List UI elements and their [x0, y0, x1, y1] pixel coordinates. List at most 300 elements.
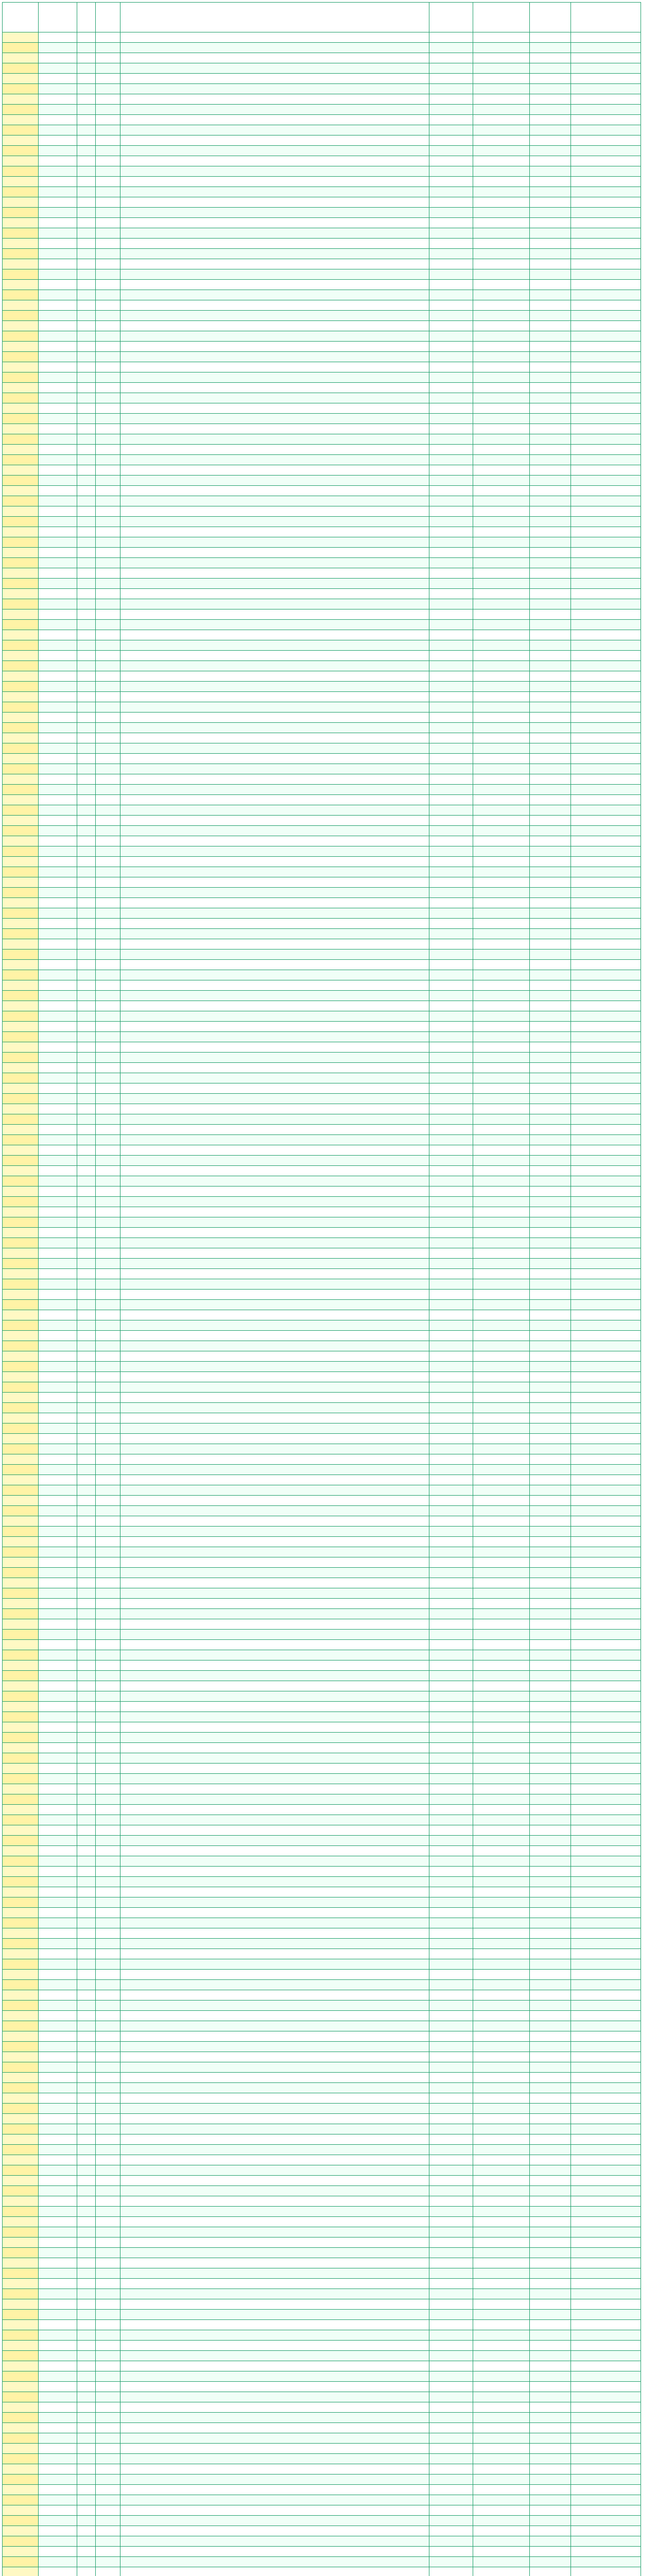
table-cell-col-2: [39, 2248, 77, 2258]
table-cell-col-2: [39, 1434, 77, 1444]
table-row: [3, 1836, 641, 1846]
table-cell-col-7: [473, 496, 530, 506]
table-cell-col-6: [429, 403, 473, 414]
table-row: [3, 537, 641, 548]
table-cell-col-9: [571, 682, 641, 692]
table-cell-col-8: [530, 1485, 571, 1496]
table-cell-col-3: [77, 1434, 96, 1444]
table-cell-col-6: [429, 2526, 473, 2536]
table-cell-col-4: [96, 589, 120, 599]
table-cell-col-4: [96, 805, 120, 816]
table-cell-col-1: [3, 764, 39, 774]
table-row: [3, 2134, 641, 2145]
table-cell-col-1: [3, 774, 39, 785]
table-cell-col-1: [3, 682, 39, 692]
table-cell-col-7: [473, 465, 530, 476]
table-cell-col-1: [3, 84, 39, 94]
table-cell-col-1: [3, 1166, 39, 1176]
table-cell-col-4: [96, 1537, 120, 1547]
table-cell-col-4: [96, 795, 120, 805]
table-cell-col-2: [39, 2382, 77, 2392]
table-cell-col-7: [473, 579, 530, 589]
table-row: [3, 2217, 641, 2227]
table-cell-col-3: [77, 2196, 96, 2207]
table-cell-col-2: [39, 1712, 77, 1722]
table-cell-col-3: [77, 702, 96, 713]
table-cell-col-5: [120, 1320, 429, 1331]
table-cell-col-2: [39, 1176, 77, 1187]
table-cell-col-7: [473, 2104, 530, 2114]
table-cell-col-9: [571, 991, 641, 1001]
table-cell-col-4: [96, 1094, 120, 1104]
table-cell-col-6: [429, 1341, 473, 1351]
table-cell-col-3: [77, 1382, 96, 1393]
table-row: [3, 651, 641, 661]
table-cell-col-7: [473, 1269, 530, 1279]
table-cell-col-5: [120, 1351, 429, 1362]
table-cell-col-8: [530, 888, 571, 898]
table-row: [3, 177, 641, 187]
table-row: [3, 2093, 641, 2104]
table-cell-col-7: [473, 2145, 530, 2155]
table-cell-col-1: [3, 2557, 39, 2567]
table-row: [3, 2361, 641, 2371]
table-cell-col-7: [473, 2310, 530, 2320]
table-cell-col-2: [39, 1928, 77, 1939]
table-cell-col-5: [120, 2073, 429, 2083]
table-cell-col-3: [77, 476, 96, 486]
table-cell-col-9: [571, 1928, 641, 1939]
table-cell-col-3: [77, 506, 96, 517]
table-cell-col-4: [96, 2516, 120, 2526]
table-cell-col-8: [530, 445, 571, 455]
table-cell-col-3: [77, 1413, 96, 1423]
table-row: [3, 300, 641, 311]
table-cell-col-8: [530, 857, 571, 867]
table-cell-col-3: [77, 1516, 96, 1527]
table-row: [3, 1393, 641, 1403]
table-cell-col-5: [120, 2433, 429, 2444]
table-cell-col-3: [77, 393, 96, 403]
table-cell-col-8: [530, 527, 571, 537]
table-cell-col-5: [120, 63, 429, 74]
table-row: [3, 84, 641, 94]
table-row: [3, 1743, 641, 1753]
table-cell-col-6: [429, 1176, 473, 1187]
table-cell-col-3: [77, 1630, 96, 1640]
table-cell-col-9: [571, 1712, 641, 1722]
table-cell-col-7: [473, 1722, 530, 1733]
table-cell-col-6: [429, 321, 473, 331]
table-cell-col-4: [96, 826, 120, 836]
table-cell-col-1: [3, 1660, 39, 1671]
table-cell-col-4: [96, 445, 120, 455]
table-cell-col-5: [120, 589, 429, 599]
table-cell-col-5: [120, 1053, 429, 1063]
table-cell-col-7: [473, 187, 530, 197]
table-cell-col-6: [429, 2001, 473, 2011]
table-cell-col-7: [473, 1753, 530, 1764]
table-cell-col-4: [96, 94, 120, 105]
table-cell-col-9: [571, 1413, 641, 1423]
table-cell-col-9: [571, 1537, 641, 1547]
table-cell-col-1: [3, 1011, 39, 1022]
table-cell-col-5: [120, 1846, 429, 1856]
table-cell-col-1: [3, 1382, 39, 1393]
table-cell-col-8: [530, 208, 571, 218]
table-cell-col-1: [3, 888, 39, 898]
table-row: [3, 1454, 641, 1465]
table-cell-col-1: [3, 1774, 39, 1784]
table-cell-col-5: [120, 414, 429, 424]
table-cell-col-5: [120, 486, 429, 496]
table-cell-col-6: [429, 1279, 473, 1290]
table-cell-col-8: [530, 2547, 571, 2557]
table-cell-col-1: [3, 2392, 39, 2402]
table-cell-col-1: [3, 1516, 39, 1527]
table-cell-col-1: [3, 1053, 39, 1063]
table-cell-col-4: [96, 970, 120, 980]
table-cell-col-5: [120, 2031, 429, 2042]
table-cell-col-2: [39, 445, 77, 455]
table-cell-col-5: [120, 2330, 429, 2341]
table-cell-col-9: [571, 1516, 641, 1527]
table-cell-col-5: [120, 84, 429, 94]
table-cell-col-8: [530, 290, 571, 300]
table-cell-col-1: [3, 393, 39, 403]
table-cell-col-8: [530, 661, 571, 671]
table-cell-col-1: [3, 754, 39, 764]
table-cell-col-7: [473, 568, 530, 579]
table-cell-col-6: [429, 197, 473, 208]
table-cell-col-9: [571, 1434, 641, 1444]
table-cell-col-6: [429, 1423, 473, 1434]
table-cell-col-5: [120, 609, 429, 620]
table-cell-col-8: [530, 2464, 571, 2475]
table-cell-col-8: [530, 1928, 571, 1939]
table-cell-col-2: [39, 2547, 77, 2557]
table-cell-col-6: [429, 32, 473, 43]
table-cell-col-8: [530, 1207, 571, 1217]
table-cell-col-5: [120, 1125, 429, 1135]
table-row: [3, 579, 641, 589]
table-cell-col-4: [96, 2351, 120, 2361]
table-cell-col-3: [77, 125, 96, 135]
table-cell-col-3: [77, 1475, 96, 1485]
table-cell-col-9: [571, 2557, 641, 2567]
table-cell-col-6: [429, 1527, 473, 1537]
table-cell-col-8: [530, 2351, 571, 2361]
table-cell-col-8: [530, 950, 571, 960]
table-cell-col-5: [120, 1382, 429, 1393]
table-cell-col-9: [571, 1444, 641, 1454]
table-cell-col-9: [571, 197, 641, 208]
table-cell-col-9: [571, 857, 641, 867]
table-row: [3, 1176, 641, 1187]
table-cell-col-4: [96, 2392, 120, 2402]
table-cell-col-6: [429, 980, 473, 991]
table-cell-col-3: [77, 1125, 96, 1135]
table-cell-col-3: [77, 187, 96, 197]
table-row: [3, 1815, 641, 1825]
table-cell-col-9: [571, 1063, 641, 1073]
table-cell-col-9: [571, 1805, 641, 1815]
table-cell-col-4: [96, 2433, 120, 2444]
table-cell-col-2: [39, 713, 77, 723]
table-cell-col-2: [39, 2279, 77, 2289]
table-cell-col-9: [571, 2567, 641, 2576]
table-cell-col-7: [473, 1671, 530, 1681]
table-cell-col-8: [530, 2361, 571, 2371]
table-cell-col-2: [39, 1228, 77, 1238]
table-cell-col-5: [120, 1176, 429, 1187]
table-cell-col-9: [571, 2526, 641, 2536]
table-cell-col-1: [3, 125, 39, 135]
table-cell-col-2: [39, 1454, 77, 1465]
table-cell-col-8: [530, 836, 571, 846]
table-cell-col-2: [39, 1351, 77, 1362]
table-cell-col-3: [77, 1599, 96, 1609]
table-cell-col-4: [96, 702, 120, 713]
table-cell-col-8: [530, 1063, 571, 1073]
table-cell-col-7: [473, 1980, 530, 1990]
table-cell-col-3: [77, 1032, 96, 1042]
table-cell-col-1: [3, 1846, 39, 1856]
table-cell-col-4: [96, 2052, 120, 2062]
table-cell-col-8: [530, 2268, 571, 2279]
table-cell-col-2: [39, 2299, 77, 2310]
table-cell-col-3: [77, 939, 96, 950]
table-cell-col-3: [77, 774, 96, 785]
table-cell-col-2: [39, 1527, 77, 1537]
table-cell-col-4: [96, 1156, 120, 1166]
table-cell-col-9: [571, 1722, 641, 1733]
table-cell-col-3: [77, 2392, 96, 2402]
table-cell-col-7: [473, 166, 530, 177]
table-cell-col-6: [429, 2217, 473, 2227]
table-cell-col-9: [571, 486, 641, 496]
table-cell-col-7: [473, 1609, 530, 1619]
table-cell-col-4: [96, 1125, 120, 1135]
table-cell-col-1: [3, 2382, 39, 2392]
table-cell-col-6: [429, 486, 473, 496]
table-cell-col-4: [96, 177, 120, 187]
table-cell-col-4: [96, 2011, 120, 2021]
table-cell-col-2: [39, 1908, 77, 1918]
table-row: [3, 2248, 641, 2258]
table-cell-col-8: [530, 2227, 571, 2238]
table-cell-col-9: [571, 1104, 641, 1114]
table-cell-col-2: [39, 671, 77, 682]
table-row: [3, 1908, 641, 1918]
table-cell-col-9: [571, 960, 641, 970]
table-cell-col-5: [120, 2341, 429, 2351]
table-cell-col-8: [530, 228, 571, 239]
table-cell-col-4: [96, 1743, 120, 1753]
table-cell-col-4: [96, 1279, 120, 1290]
table-cell-col-9: [571, 1114, 641, 1125]
table-cell-col-4: [96, 269, 120, 280]
table-cell-col-4: [96, 414, 120, 424]
table-cell-col-3: [77, 1527, 96, 1537]
table-cell-col-7: [473, 1887, 530, 1897]
table-row: [3, 2258, 641, 2268]
table-cell-col-2: [39, 939, 77, 950]
table-cell-col-3: [77, 1712, 96, 1722]
table-cell-col-9: [571, 311, 641, 321]
table-cell-col-8: [530, 764, 571, 774]
table-cell-col-1: [3, 94, 39, 105]
table-cell-col-8: [530, 1228, 571, 1238]
table-cell-col-4: [96, 1609, 120, 1619]
table-cell-col-5: [120, 620, 429, 630]
table-cell-col-2: [39, 2021, 77, 2031]
table-row: [3, 1372, 641, 1382]
table-cell-col-7: [473, 929, 530, 939]
table-cell-col-8: [530, 980, 571, 991]
table-cell-col-8: [530, 877, 571, 888]
table-cell-col-2: [39, 105, 77, 115]
table-cell-col-2: [39, 1774, 77, 1784]
table-cell-col-1: [3, 1063, 39, 1073]
table-cell-col-9: [571, 1794, 641, 1805]
table-cell-col-8: [530, 496, 571, 506]
table-cell-col-9: [571, 53, 641, 63]
table-cell-col-8: [530, 2104, 571, 2114]
table-cell-col-8: [530, 1001, 571, 1011]
table-row: [3, 2392, 641, 2402]
table-cell-col-5: [120, 496, 429, 506]
table-cell-col-7: [473, 1506, 530, 1516]
table-cell-col-5: [120, 311, 429, 321]
table-row: [3, 1310, 641, 1320]
table-row: [3, 1557, 641, 1568]
table-cell-col-4: [96, 424, 120, 434]
table-cell-col-2: [39, 424, 77, 434]
table-cell-col-6: [429, 115, 473, 125]
table-cell-col-7: [473, 537, 530, 548]
table-cell-col-3: [77, 1444, 96, 1454]
table-cell-col-4: [96, 1630, 120, 1640]
table-cell-col-9: [571, 1970, 641, 1980]
table-cell-col-7: [473, 939, 530, 950]
table-cell-col-4: [96, 1877, 120, 1887]
table-cell-col-5: [120, 1691, 429, 1702]
table-cell-col-9: [571, 1557, 641, 1568]
table-cell-col-4: [96, 1970, 120, 1980]
table-cell-col-3: [77, 2413, 96, 2423]
table-cell-col-7: [473, 857, 530, 867]
table-cell-col-9: [571, 455, 641, 465]
table-cell-col-8: [530, 342, 571, 352]
table-cell-col-6: [429, 2547, 473, 2557]
table-cell-col-2: [39, 867, 77, 877]
table-cell-col-8: [530, 1939, 571, 1949]
table-cell-col-6: [429, 2196, 473, 2207]
table-cell-col-6: [429, 84, 473, 94]
table-cell-col-1: [3, 2310, 39, 2320]
table-cell-col-5: [120, 228, 429, 239]
table-row: [3, 1609, 641, 1619]
table-cell-col-1: [3, 2567, 39, 2576]
table-row: [3, 1485, 641, 1496]
table-cell-col-1: [3, 1733, 39, 1743]
table-cell-col-3: [77, 867, 96, 877]
table-cell-col-8: [530, 1712, 571, 1722]
table-row: [3, 465, 641, 476]
table-cell-col-2: [39, 1516, 77, 1527]
table-cell-col-2: [39, 609, 77, 620]
table-cell-col-9: [571, 2279, 641, 2289]
table-cell-col-4: [96, 1011, 120, 1022]
table-cell-col-9: [571, 651, 641, 661]
table-cell-col-7: [473, 105, 530, 115]
table-cell-col-2: [39, 2145, 77, 2155]
table-cell-col-7: [473, 1434, 530, 1444]
table-cell-col-4: [96, 1001, 120, 1011]
table-row: [3, 826, 641, 836]
table-cell-col-6: [429, 414, 473, 424]
table-cell-col-2: [39, 1877, 77, 1887]
table-cell-col-9: [571, 816, 641, 826]
table-cell-col-4: [96, 774, 120, 785]
table-cell-col-8: [530, 1702, 571, 1712]
table-cell-col-7: [473, 280, 530, 290]
table-cell-col-2: [39, 1382, 77, 1393]
table-cell-col-3: [77, 2371, 96, 2382]
table-row: [3, 2052, 641, 2062]
table-cell-col-7: [473, 692, 530, 702]
table-cell-col-2: [39, 857, 77, 867]
table-cell-col-2: [39, 2001, 77, 2011]
table-cell-col-4: [96, 1640, 120, 1650]
table-cell-col-4: [96, 1145, 120, 1156]
table-cell-col-5: [120, 239, 429, 249]
table-cell-col-8: [530, 2062, 571, 2073]
table-cell-col-9: [571, 1207, 641, 1217]
table-row: [3, 1619, 641, 1630]
table-cell-col-2: [39, 517, 77, 527]
table-cell-col-1: [3, 2207, 39, 2217]
table-cell-col-6: [429, 2536, 473, 2547]
table-cell-col-7: [473, 919, 530, 929]
table-cell-col-7: [473, 156, 530, 166]
table-cell-col-5: [120, 321, 429, 331]
table-row: [3, 702, 641, 713]
table-cell-col-4: [96, 1784, 120, 1794]
table-cell-col-4: [96, 1908, 120, 1918]
table-cell-col-4: [96, 1516, 120, 1527]
table-cell-col-2: [39, 84, 77, 94]
table-cell-col-5: [120, 208, 429, 218]
table-cell-col-4: [96, 1928, 120, 1939]
table-cell-col-2: [39, 537, 77, 548]
table-cell-col-1: [3, 2238, 39, 2248]
table-cell-col-5: [120, 424, 429, 434]
table-cell-col-5: [120, 1753, 429, 1764]
table-row: [3, 2485, 641, 2495]
table-cell-col-3: [77, 2042, 96, 2052]
table-row: [3, 1403, 641, 1413]
table-cell-col-9: [571, 1475, 641, 1485]
table-cell-col-2: [39, 2073, 77, 2083]
table-cell-col-6: [429, 1588, 473, 1599]
table-cell-col-3: [77, 527, 96, 537]
table-cell-col-4: [96, 342, 120, 352]
table-cell-col-3: [77, 1856, 96, 1867]
table-cell-col-6: [429, 2268, 473, 2279]
table-cell-col-7: [473, 620, 530, 630]
